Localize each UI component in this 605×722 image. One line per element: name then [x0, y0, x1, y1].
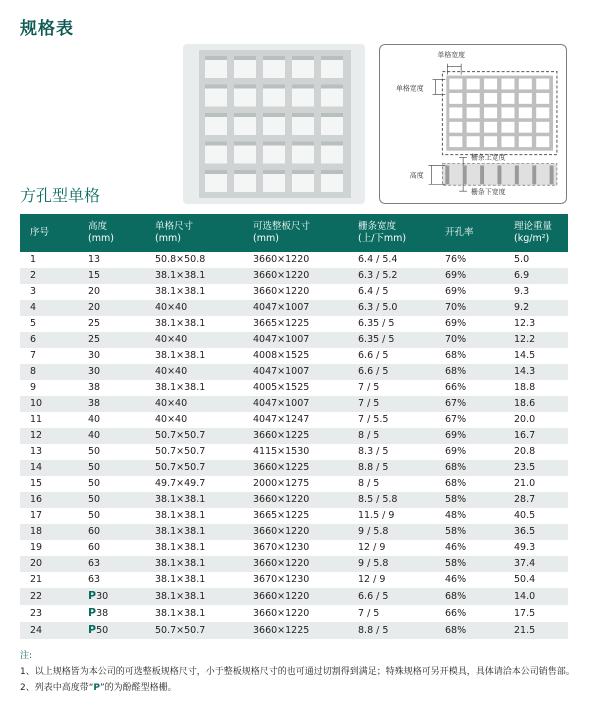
cell-bar-width: 7 / 5.5: [358, 414, 389, 425]
cell-cell-size: 40×40: [155, 366, 188, 377]
cell-open-area: 46%: [445, 574, 467, 585]
cell-no: 6: [30, 334, 37, 345]
phenolic-p-mark: P: [88, 623, 97, 636]
cell-height: 30: [88, 350, 101, 361]
cell-open-area: 58%: [445, 494, 467, 505]
cell-panel-size: 3670×1230: [253, 542, 310, 553]
table-row: [20, 252, 568, 268]
cell-weight: 37.4: [514, 558, 536, 569]
cell-panel-size: 4047×1007: [253, 398, 310, 409]
cell-cell-size: 38.1×38.1: [155, 526, 206, 537]
cell-height: 50: [88, 462, 101, 473]
cell-bar-width: 6.6 / 5: [358, 350, 389, 361]
cell-height: 15: [88, 270, 101, 281]
cell-cell-size: 49.7×49.7: [155, 478, 206, 489]
cell-no: 19: [30, 542, 43, 553]
cell-panel-size: 4005×1525: [253, 382, 310, 393]
cell-height: 20: [88, 302, 101, 313]
note-p-mark: P: [93, 683, 100, 693]
cell-open-area: 69%: [445, 430, 467, 441]
cell-panel-size: 4047×1007: [253, 302, 310, 313]
cell-cell-size: 50.7×50.7: [155, 430, 206, 441]
phenolic-p-mark: P: [88, 606, 97, 619]
cell-open-area: 46%: [445, 542, 467, 553]
header-cell-size: 单格尺寸 (mm): [155, 221, 194, 244]
cell-cell-size: 50.8×50.8: [155, 254, 206, 265]
cell-bar-width: 7 / 5: [358, 607, 380, 619]
cell-weight: 14.0: [514, 590, 536, 602]
cell-open-area: 67%: [445, 414, 467, 425]
cell-open-area: 68%: [445, 624, 467, 636]
cell-no: 9: [30, 382, 37, 393]
cell-panel-size: 3660×1220: [253, 254, 310, 265]
cell-no: 13: [30, 446, 43, 457]
cell-cell-size: 38.1×38.1: [155, 350, 206, 361]
cell-open-area: 66%: [445, 382, 467, 393]
cell-cell-size: 40×40: [155, 414, 188, 425]
cell-open-area: 68%: [445, 366, 467, 377]
cell-height: 60: [88, 526, 101, 537]
cell-no: 1: [30, 254, 37, 265]
cell-weight: 20.0: [514, 414, 536, 425]
notes-title: 注:: [20, 651, 33, 661]
cross-section-view: [410, 153, 557, 197]
cell-no: 4: [30, 302, 37, 313]
cell-cell-size: 38.1×38.1: [155, 286, 206, 297]
note-line-2: 2、列表中高度带“P”的为酚醛型格栅。: [20, 683, 177, 693]
cell-panel-size: 3660×1220: [253, 590, 310, 602]
header-panel-size: 可选整板尺寸 (mm): [253, 221, 311, 244]
header-bar-width: 栅条宽度 (上/下mm): [358, 221, 407, 244]
cell-cell-size: 50.7×50.7: [155, 462, 206, 473]
grating-dimension-drawing: [379, 44, 567, 204]
cell-height: P38: [88, 606, 109, 619]
table-row: [20, 332, 568, 348]
cell-bar-width: 6.6 / 5: [358, 366, 389, 377]
table-row: [20, 412, 568, 428]
cell-panel-size: 3660×1220: [253, 558, 310, 569]
table-row: [20, 556, 568, 572]
header-height: 高度 (mm): [88, 221, 114, 244]
table-row: [20, 428, 568, 444]
notes: [20, 648, 580, 696]
cell-bar-width: 8.8 / 5: [358, 624, 389, 636]
table-row: [20, 364, 568, 380]
grating-panel-image: [183, 44, 365, 204]
cell-cell-size: 40×40: [155, 334, 188, 345]
cell-bar-width: 6.3 / 5.2: [358, 270, 398, 281]
cell-no: 8: [30, 366, 37, 377]
cell-panel-size: 4115×1530: [253, 446, 310, 457]
cell-panel-size: 3660×1220: [253, 494, 310, 505]
cell-no: 21: [30, 574, 43, 585]
cell-cell-size: 38.1×38.1: [155, 542, 206, 553]
cell-panel-size: 4047×1247: [253, 414, 310, 425]
cell-width-dimension-side: [396, 80, 445, 95]
cell-height: 50: [88, 446, 101, 457]
top-width-label: 栅条上宽度: [471, 153, 506, 162]
cell-panel-size: 3665×1225: [253, 510, 310, 521]
cell-weight: 14.3: [514, 366, 536, 377]
cell-weight: 16.7: [514, 430, 536, 441]
cell-panel-size: 3660×1220: [253, 270, 310, 281]
table-row: [20, 508, 568, 524]
cell-height: P30: [88, 589, 109, 602]
cell-height: 50: [88, 478, 101, 489]
cell-cell-size: 50.7×50.7: [155, 446, 206, 457]
cell-open-area: 66%: [445, 607, 467, 619]
cell-open-area: 68%: [445, 478, 467, 489]
cell-height: 25: [88, 334, 101, 345]
cell-bar-width: 12 / 9: [358, 542, 386, 553]
table-row: [20, 396, 568, 412]
cell-bar-width: 9 / 5.8: [358, 526, 389, 537]
cell-bar-width: 7 / 5: [358, 382, 380, 393]
cell-open-area: 69%: [445, 318, 467, 329]
cell-height: P50: [88, 623, 109, 636]
cell-bar-width: 8.5 / 5.8: [358, 494, 398, 505]
cell-cell-size: 38.1×38.1: [155, 607, 206, 619]
table-row: [20, 380, 568, 396]
cell-weight: 9.3: [514, 286, 530, 297]
cell-height: 38: [88, 398, 101, 409]
cell-open-area: 58%: [445, 558, 467, 569]
note-line-1: 1、以上规格皆为本公司的可选整板规格尺寸，小于整板规格尺寸的也可通过切割得到满足；特殊规格可另开模具，具体请洽本公司销售部。: [20, 667, 575, 677]
cell-width-dimension-top: [437, 50, 465, 75]
plan-view-grid: [442, 72, 557, 155]
cell-open-area: 70%: [445, 334, 467, 345]
cell-panel-size: 3660×1225: [253, 624, 310, 636]
cell-weight: 50.4: [514, 574, 536, 585]
cell-cell-size: 38.1×38.1: [155, 510, 206, 521]
table-header-row: [20, 214, 568, 252]
cell-height: 63: [88, 574, 101, 585]
cell-cell-size: 38.1×38.1: [155, 382, 206, 393]
cell-cell-size: 38.1×38.1: [155, 270, 206, 281]
cell-panel-size: 3660×1225: [253, 462, 310, 473]
cell-height: 40: [88, 430, 101, 441]
cell-panel-size: 3670×1230: [253, 574, 310, 585]
cell-no: 2: [30, 270, 37, 281]
table-row: [20, 316, 568, 332]
header-open-area: 开孔率: [445, 227, 474, 238]
cell-open-area: 67%: [445, 398, 467, 409]
cell-weight: 28.7: [514, 494, 536, 505]
spec-table: [20, 214, 568, 639]
cell-no: 10: [30, 398, 43, 409]
cell-weight: 23.5: [514, 462, 536, 473]
cell-panel-size: 3660×1220: [253, 607, 310, 619]
cell-cell-size: 38.1×38.1: [155, 590, 206, 602]
cell-open-area: 68%: [445, 462, 467, 473]
cell-cell-size: 38.1×38.1: [155, 494, 206, 505]
cell-weight: 18.6: [514, 398, 536, 409]
cell-no: 24: [30, 624, 43, 636]
bottom-width-label: 栅条下宽度: [471, 188, 506, 197]
cell-cell-size: 40×40: [155, 398, 188, 409]
table-row: [20, 540, 568, 556]
cell-bar-width: 7 / 5: [358, 398, 380, 409]
page-heading: 规格表: [20, 19, 74, 39]
cell-no: 3: [30, 286, 37, 297]
table-row: [20, 524, 568, 540]
cell-weight: 40.5: [514, 510, 536, 521]
cell-no: 17: [30, 510, 43, 521]
table-row: [20, 300, 568, 316]
table-row: [20, 622, 568, 639]
cell-bar-width: 8 / 5: [358, 478, 380, 489]
cell-bar-width: 8 / 5: [358, 430, 380, 441]
cell-height: 30: [88, 366, 101, 377]
cell-panel-size: 3665×1225: [253, 318, 310, 329]
cell-weight: 5.0: [514, 254, 530, 265]
dimension-diagram: [380, 45, 566, 203]
cell-open-area: 76%: [445, 254, 467, 265]
header-weight: 理论重量 (kg/m²): [514, 221, 553, 244]
cell-weight: 21.5: [514, 624, 536, 636]
cell-panel-size: 2000×1275: [253, 478, 310, 489]
cell-height: 40: [88, 414, 101, 425]
cell-open-area: 69%: [445, 270, 467, 281]
cell-no: 14: [30, 462, 43, 473]
table-row: [20, 476, 568, 492]
table-row: [20, 572, 568, 588]
cell-height: 38: [88, 382, 101, 393]
cell-weight: 18.8: [514, 382, 536, 393]
cell-panel-size: 3660×1220: [253, 286, 310, 297]
cell-height: 63: [88, 558, 101, 569]
cell-no: 15: [30, 478, 43, 489]
cell-bar-width: 8.8 / 5: [358, 462, 389, 473]
cell-open-area: 58%: [445, 526, 467, 537]
table-row: [20, 460, 568, 476]
cell-no: 20: [30, 558, 43, 569]
cell-no: 12: [30, 430, 43, 441]
grating-product-photo: [183, 44, 365, 204]
cell-height: 13: [88, 254, 101, 265]
cell-no: 16: [30, 494, 43, 505]
table-row: [20, 588, 568, 605]
table-row: [20, 444, 568, 460]
phenolic-p-mark: P: [88, 589, 97, 602]
cell-height: 20: [88, 286, 101, 297]
table-row: [20, 605, 568, 622]
cell-bar-width: 12 / 9: [358, 574, 386, 585]
height-label: 高度: [409, 171, 424, 180]
cell-width-side-label: 单格宽度: [395, 84, 424, 93]
cell-no: 23: [30, 607, 43, 619]
cell-bar-width: 6.35 / 5: [358, 334, 395, 345]
cell-panel-size: 4047×1007: [253, 366, 310, 377]
table-row: [20, 348, 568, 364]
table-row: [20, 284, 568, 300]
cell-panel-size: 4047×1007: [253, 334, 310, 345]
cell-panel-size: 4008×1525: [253, 350, 310, 361]
cell-weight: 20.8: [514, 446, 536, 457]
cell-no: 22: [30, 590, 43, 602]
cell-panel-size: 3660×1220: [253, 526, 310, 537]
cell-bar-width: 8.3 / 5: [358, 446, 389, 457]
cell-height: 50: [88, 510, 101, 521]
cell-weight: 21.0: [514, 478, 536, 489]
cell-panel-size: 3660×1225: [253, 430, 310, 441]
cell-weight: 36.5: [514, 526, 536, 537]
cell-bar-width: 6.6 / 5: [358, 590, 389, 602]
cell-bar-width: 6.4 / 5.4: [358, 254, 398, 265]
cell-no: 7: [30, 350, 37, 361]
cell-weight: 6.9: [514, 270, 530, 281]
cell-cell-size: 38.1×38.1: [155, 558, 206, 569]
cell-bar-width: 6.3 / 5.0: [358, 302, 398, 313]
section-title: 方孔型单格: [20, 186, 101, 205]
cell-weight: 17.5: [514, 607, 536, 619]
cell-open-area: 69%: [445, 286, 467, 297]
cell-cell-size: 50.7×50.7: [155, 624, 206, 636]
cell-open-area: 69%: [445, 446, 467, 457]
cell-open-area: 48%: [445, 510, 467, 521]
cell-weight: 49.3: [514, 542, 536, 553]
cell-bar-width: 6.4 / 5: [358, 286, 389, 297]
cell-no: 18: [30, 526, 43, 537]
cell-width-label: 单格宽度: [437, 50, 466, 59]
cell-weight: 12.2: [514, 334, 536, 345]
cell-no: 5: [30, 318, 37, 329]
cell-bar-width: 11.5 / 9: [358, 510, 395, 521]
cell-open-area: 68%: [445, 590, 467, 602]
cell-cell-size: 40×40: [155, 302, 188, 313]
cell-weight: 12.3: [514, 318, 536, 329]
table-row: [20, 268, 568, 284]
cell-cell-size: 38.1×38.1: [155, 574, 206, 585]
cell-height: 25: [88, 318, 101, 329]
table-row: [20, 492, 568, 508]
cell-bar-width: 6.35 / 5: [358, 318, 395, 329]
cell-height: 50: [88, 494, 101, 505]
cell-open-area: 70%: [445, 302, 467, 313]
header-no: 序号: [30, 227, 50, 238]
cell-weight: 14.5: [514, 350, 536, 361]
cell-cell-size: 38.1×38.1: [155, 318, 206, 329]
cell-no: 11: [30, 414, 43, 425]
cell-height: 60: [88, 542, 101, 553]
cell-open-area: 68%: [445, 350, 467, 361]
cell-weight: 9.2: [514, 302, 530, 313]
cell-bar-width: 9 / 5.8: [358, 558, 389, 569]
